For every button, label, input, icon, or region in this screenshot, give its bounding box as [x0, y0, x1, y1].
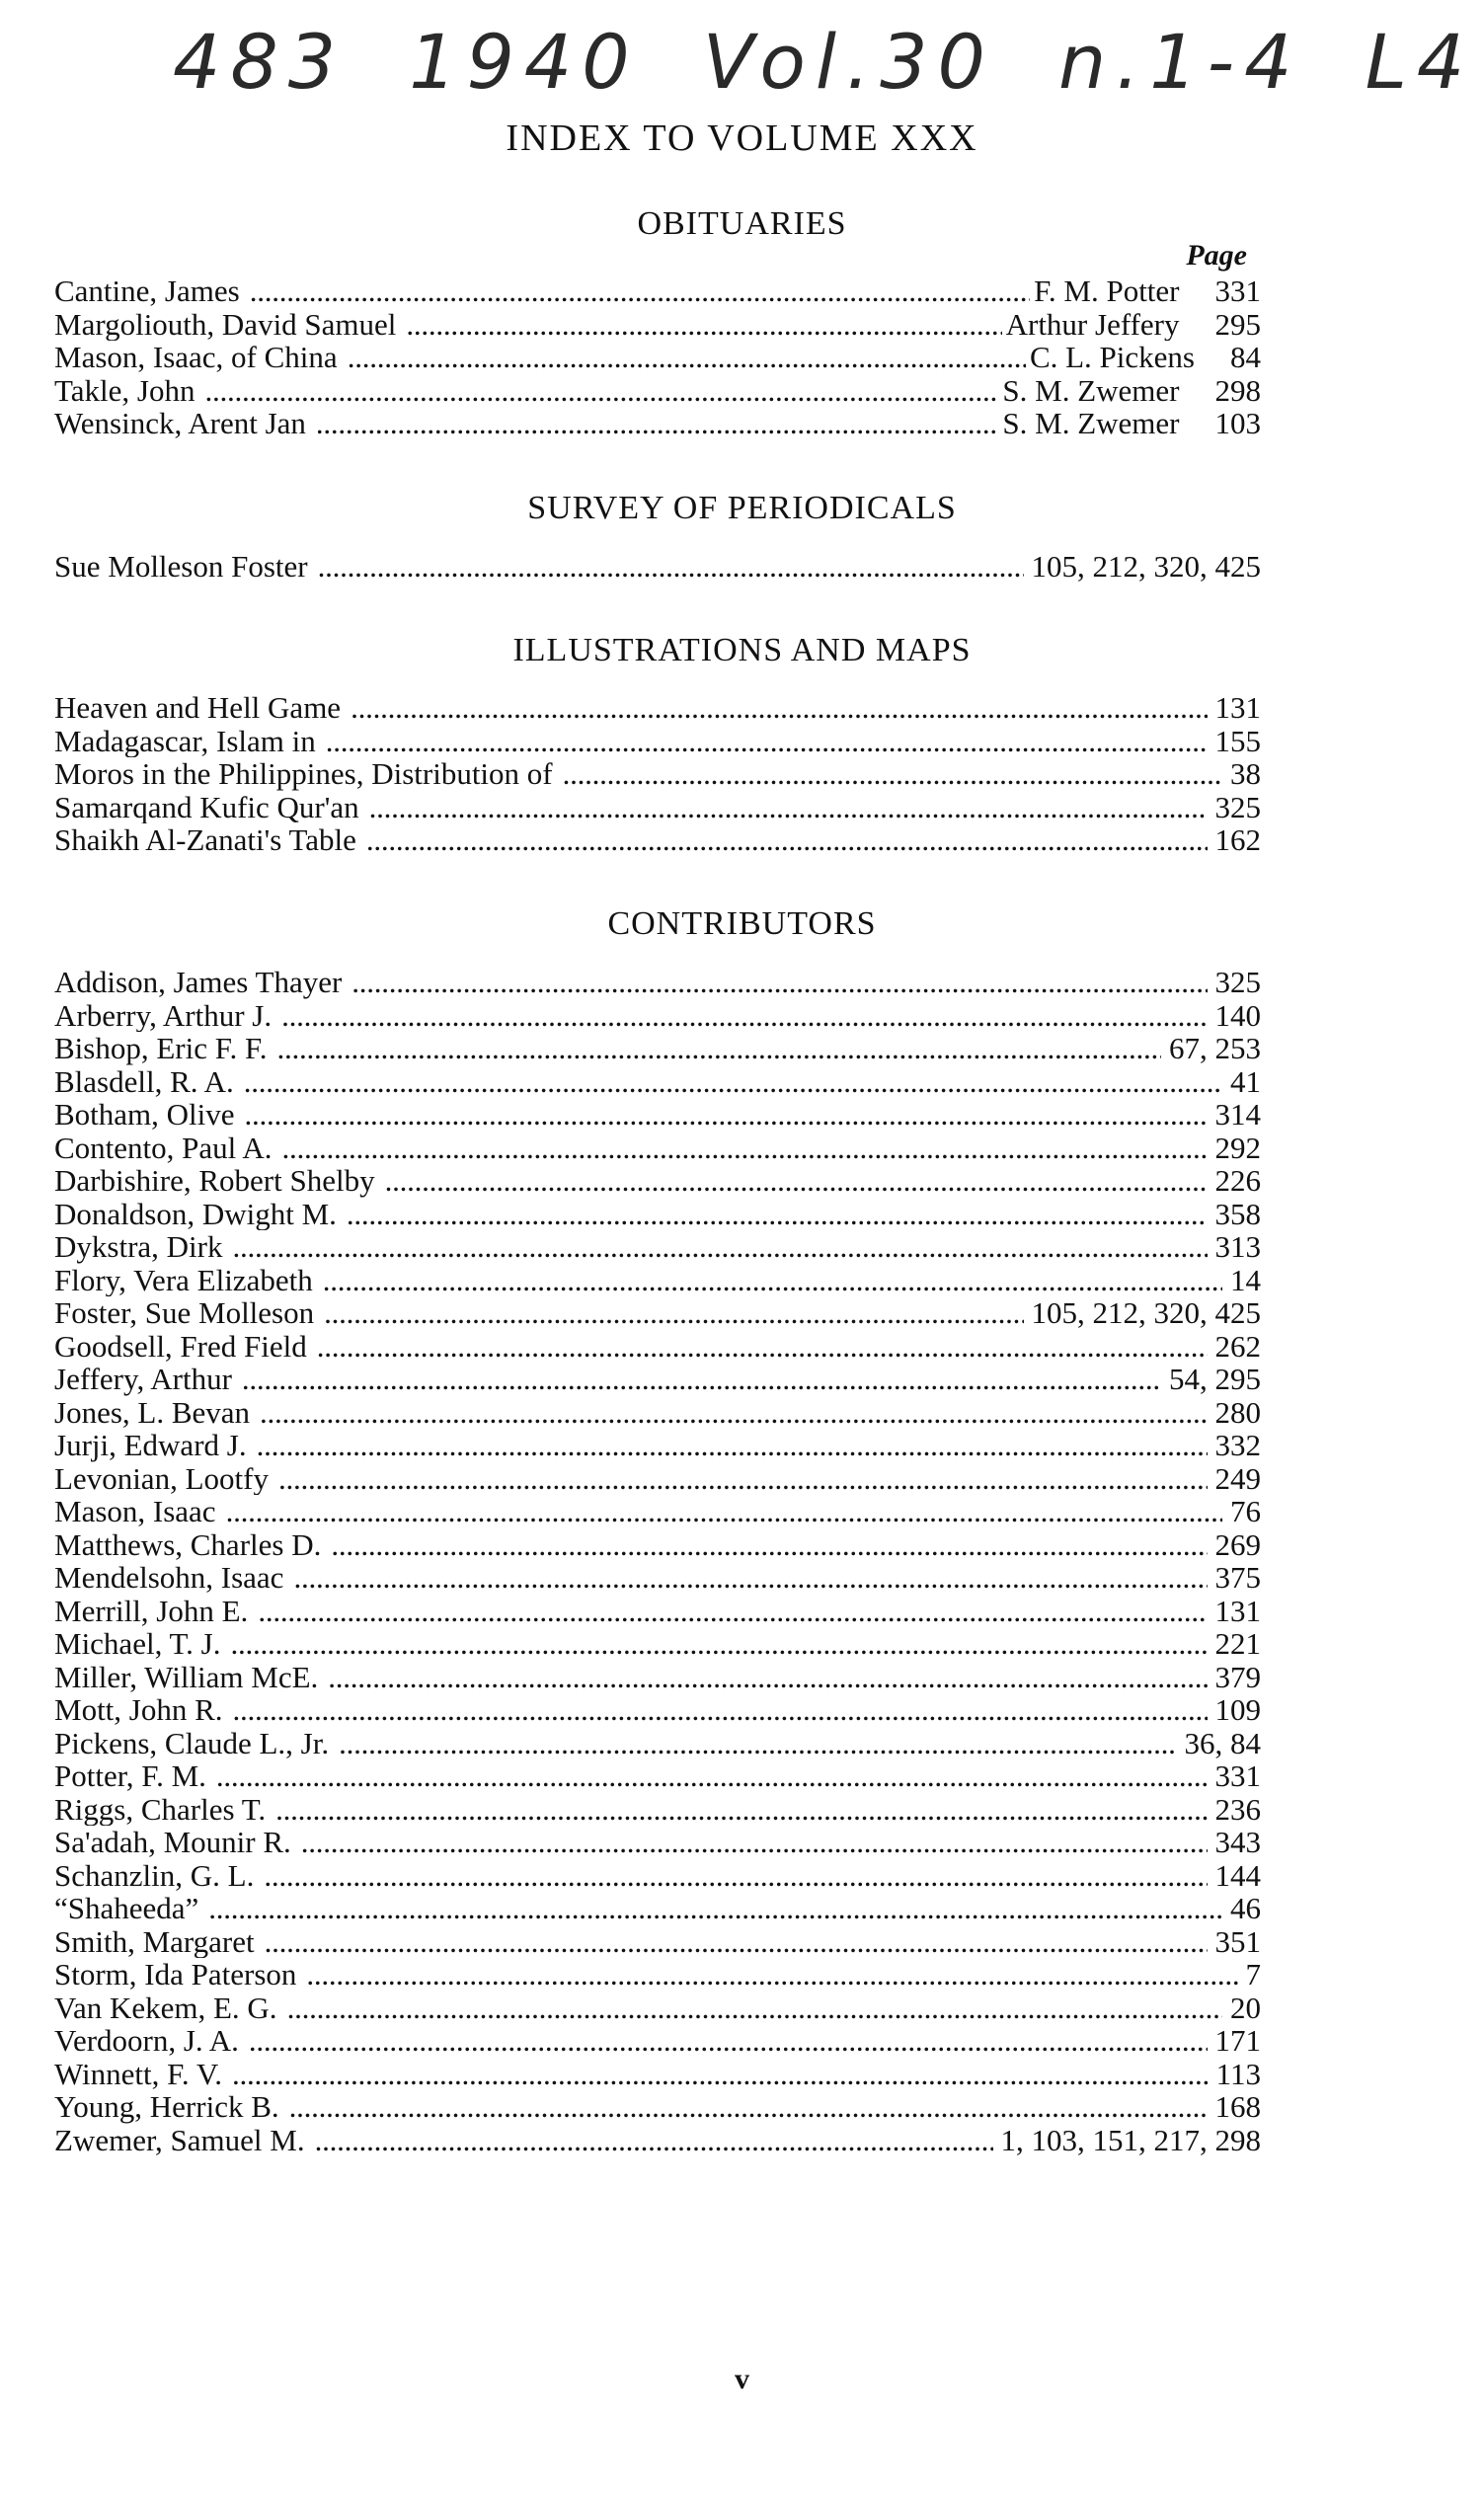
entry-pages: 109 — [1214, 1693, 1261, 1727]
index-entry — [54, 1561, 1261, 1595]
entry-pages: 1, 103, 151, 217, 298 — [1000, 2123, 1261, 2156]
entry-pages: 103 — [1214, 407, 1261, 440]
contributors-list — [54, 966, 1261, 2156]
index-entry — [54, 1627, 1261, 1661]
dot-leader — [277, 1032, 1161, 1065]
index-entry — [54, 1793, 1261, 1827]
dot-leader — [216, 1759, 1208, 1793]
dot-leader — [293, 1561, 1207, 1595]
entry-author: C. L. Pickens — [1029, 341, 1195, 374]
dot-leader — [264, 1859, 1207, 1893]
dot-leader — [563, 757, 1222, 791]
dot-leader — [260, 1396, 1207, 1430]
entry-pages: 105, 212, 320, 425 — [1031, 1296, 1261, 1330]
dot-leader — [275, 1793, 1207, 1827]
entry-name: Van Kekem, E. G. — [54, 1991, 277, 2024]
index-entry — [54, 823, 1261, 857]
dot-leader — [245, 1098, 1208, 1132]
index-entry — [54, 2124, 1261, 2157]
dot-leader — [208, 1892, 1222, 1925]
dot-leader — [318, 550, 1024, 584]
entry-name: Donaldson, Dwight M. — [54, 1197, 337, 1230]
index-entry — [54, 308, 1261, 342]
entry-pages: 236 — [1214, 1792, 1261, 1826]
entry-name: Blasdell, R. A. — [54, 1064, 234, 1098]
index-entry — [54, 1958, 1261, 1991]
entry-name: Contento, Paul A. — [54, 1131, 273, 1164]
entry-name: Verdoorn, J. A. — [54, 2024, 239, 2058]
entry-name: Arberry, Arthur J. — [54, 998, 273, 1032]
entry-name: Mason, Isaac, of China — [54, 341, 338, 374]
entry-pages: 7 — [1245, 1958, 1261, 1991]
entry-pages: 84 — [1230, 341, 1261, 374]
entry-pages: 140 — [1214, 998, 1261, 1032]
dot-leader — [315, 2124, 993, 2157]
entry-name: Takle, John — [54, 373, 195, 407]
illustrations-heading: ILLUSTRATIONS AND MAPS — [512, 632, 972, 668]
index-entry — [54, 1892, 1261, 1925]
obituaries-heading: OBITUARIES — [637, 205, 847, 242]
entry-pages: 343 — [1214, 1826, 1261, 1859]
entry-pages: 171 — [1214, 2024, 1261, 2058]
entry-pages: 36, 84 — [1184, 1726, 1261, 1759]
entry-pages: 375 — [1214, 1561, 1261, 1595]
entry-name: Goodsell, Fred Field — [54, 1329, 307, 1363]
dot-leader — [230, 1627, 1207, 1661]
entry-pages: 379 — [1214, 1660, 1261, 1693]
entry-name: Mason, Isaac — [54, 1495, 216, 1528]
entry-pages: 314 — [1214, 1098, 1261, 1132]
index-entry — [54, 1462, 1261, 1496]
entry-pages: 280 — [1214, 1395, 1261, 1429]
index-entry — [54, 1759, 1261, 1793]
dot-leader — [281, 999, 1207, 1033]
entry-name: Smith, Margaret — [54, 1924, 255, 1958]
entry-name: Botham, Olive — [54, 1098, 235, 1132]
index-entry — [54, 757, 1261, 791]
entry-pages: 155 — [1214, 724, 1261, 757]
contributors-heading: CONTRIBUTORS — [607, 905, 877, 942]
dot-leader — [328, 1661, 1207, 1694]
entry-name: Jones, L. Bevan — [54, 1395, 251, 1429]
entry-pages: 162 — [1214, 823, 1261, 857]
entry-pages: 351 — [1214, 1924, 1261, 1958]
dot-leader — [244, 1065, 1222, 1099]
dot-leader — [331, 1528, 1207, 1562]
entry-pages: 41 — [1230, 1064, 1261, 1098]
entry-pages: 38 — [1230, 757, 1261, 791]
dot-leader — [232, 1230, 1207, 1264]
entry-pages: 358 — [1214, 1197, 1261, 1230]
entry-name: Levonian, Lootfy — [54, 1461, 269, 1495]
page-number: v — [735, 2363, 749, 2395]
entry-pages: 54, 295 — [1169, 1363, 1261, 1396]
index-entry — [54, 1164, 1261, 1198]
dot-leader — [233, 1693, 1208, 1727]
dot-leader — [324, 1296, 1023, 1330]
entry-pages: 67, 253 — [1169, 1032, 1261, 1065]
entry-name: Madagascar, Islam in — [54, 724, 316, 757]
entry-pages: 325 — [1214, 790, 1261, 823]
index-entry — [54, 1826, 1261, 1859]
entry-name: Sue Molleson Foster — [54, 550, 308, 584]
entry-pages: 249 — [1214, 1461, 1261, 1495]
dot-leader — [249, 2024, 1208, 2058]
index-entry — [54, 1132, 1261, 1165]
index-entry — [54, 1528, 1261, 1562]
entry-pages: 292 — [1214, 1131, 1261, 1164]
dot-leader — [301, 1826, 1208, 1859]
dot-leader — [317, 1330, 1208, 1364]
entry-name: Shaikh Al-Zanati's Table — [54, 823, 356, 857]
entry-name: Schanzlin, G. L. — [54, 1858, 255, 1892]
index-entry — [54, 274, 1261, 308]
entry-author: S. M. Zwemer — [1002, 373, 1180, 407]
page-title: INDEX TO VOLUME XXX — [506, 117, 978, 159]
entry-pages: 105, 212, 320, 425 — [1031, 550, 1261, 584]
entry-pages: 313 — [1214, 1230, 1261, 1264]
index-entry — [54, 374, 1261, 408]
obituaries-list — [54, 274, 1261, 440]
dot-leader — [339, 1727, 1176, 1760]
entry-name: Cantine, James — [54, 274, 240, 308]
index-entry — [54, 1429, 1261, 1462]
entry-name: Jurji, Edward J. — [54, 1429, 247, 1462]
entry-author: S. M. Zwemer — [1002, 407, 1180, 440]
index-entry — [54, 999, 1261, 1033]
entry-name: Merrill, John E. — [54, 1594, 249, 1627]
dot-leader — [289, 2090, 1208, 2124]
entry-name: Sa'adah, Mounir R. — [54, 1826, 291, 1859]
index-entry — [54, 2024, 1261, 2058]
dot-leader — [278, 1462, 1208, 1496]
entry-pages: 325 — [1214, 966, 1261, 999]
dot-leader — [351, 691, 1207, 725]
entry-name: Storm, Ida Paterson — [54, 1958, 297, 1991]
dot-leader — [257, 1429, 1208, 1462]
index-entry — [54, 1859, 1261, 1893]
entry-name: Potter, F. M. — [54, 1759, 206, 1793]
dot-leader — [265, 1925, 1208, 1959]
dot-leader — [232, 2058, 1209, 2091]
index-entry — [54, 791, 1261, 824]
index-entry — [54, 1032, 1261, 1065]
index-entry — [54, 1693, 1261, 1727]
entry-pages: 113 — [1215, 2057, 1261, 2090]
entry-pages: 20 — [1230, 1991, 1261, 2024]
entry-pages: 76 — [1230, 1495, 1261, 1528]
index-entry — [54, 1065, 1261, 1099]
entry-name: Flory, Vera Elizabeth — [54, 1263, 313, 1296]
entry-name: Riggs, Charles T. — [54, 1792, 267, 1826]
entry-pages: 131 — [1214, 691, 1261, 725]
entry-name: Darbishire, Robert Shelby — [54, 1164, 375, 1198]
entry-name: Mott, John R. — [54, 1693, 223, 1727]
entry-name: Addison, James Thayer — [54, 966, 343, 999]
dot-leader — [406, 308, 1001, 342]
index-entry — [54, 341, 1261, 374]
dot-leader — [369, 791, 1208, 824]
dot-leader — [204, 374, 998, 408]
index-entry — [54, 550, 1261, 584]
dot-leader — [242, 1363, 1161, 1396]
index-entry — [54, 2090, 1261, 2124]
dot-leader — [348, 341, 1026, 374]
entry-pages: 131 — [1214, 1594, 1261, 1627]
index-entry — [54, 2058, 1261, 2091]
index-entry — [54, 1363, 1261, 1396]
dot-leader — [281, 1132, 1207, 1165]
entry-pages: 14 — [1230, 1263, 1261, 1296]
index-entry — [54, 1330, 1261, 1364]
entry-pages: 226 — [1214, 1164, 1261, 1198]
page-column-heading: Page — [1186, 239, 1247, 272]
entry-name: Heaven and Hell Game — [54, 691, 342, 725]
index-entry — [54, 1991, 1261, 2025]
index-entry — [54, 1296, 1261, 1330]
dot-leader — [226, 1495, 1222, 1528]
illustrations-list — [54, 691, 1261, 857]
index-entry — [54, 1396, 1261, 1430]
entry-name: Pickens, Claude L., Jr. — [54, 1726, 330, 1759]
dot-leader — [287, 1991, 1222, 2025]
entry-name: Wensinck, Arent Jan — [54, 407, 306, 440]
index-entry — [54, 1198, 1261, 1231]
entry-name: Dykstra, Dirk — [54, 1230, 223, 1264]
index-entry — [54, 1925, 1261, 1959]
handwritten-call-number: 483 1940 Vol.30 n.1-4 L4 — [173, 18, 1475, 106]
entry-name: Jeffery, Arthur — [54, 1363, 232, 1396]
entry-pages: 331 — [1214, 274, 1261, 308]
dot-leader — [316, 407, 998, 440]
entry-pages: 331 — [1214, 1759, 1261, 1793]
entry-pages: 144 — [1214, 1858, 1261, 1892]
survey-heading: SURVEY OF PERIODICALS — [527, 490, 957, 526]
index-entry — [54, 1230, 1261, 1264]
index-entry — [54, 1727, 1261, 1760]
entry-pages: 269 — [1214, 1527, 1261, 1561]
entry-pages: 295 — [1214, 307, 1261, 341]
entry-name: Miller, William McE. — [54, 1660, 319, 1693]
entry-pages: 221 — [1214, 1627, 1261, 1661]
index-entry — [54, 966, 1261, 999]
entry-author: Arthur Jeffery — [1005, 307, 1180, 341]
survey-list — [54, 550, 1261, 584]
entry-name: Matthews, Charles D. — [54, 1527, 322, 1561]
entry-name: Winnett, F. V. — [54, 2057, 222, 2090]
dot-leader — [258, 1595, 1207, 1628]
index-entry — [54, 1595, 1261, 1628]
entry-name: Bishop, Eric F. F. — [54, 1032, 268, 1065]
dot-leader — [306, 1958, 1237, 1991]
entry-pages: 46 — [1230, 1892, 1261, 1925]
index-entry — [54, 1098, 1261, 1132]
entry-pages: 332 — [1214, 1429, 1261, 1462]
index-entry — [54, 407, 1261, 440]
dot-leader — [351, 966, 1207, 999]
entry-name: Mendelsohn, Isaac — [54, 1561, 284, 1595]
entry-pages: 262 — [1214, 1329, 1261, 1363]
index-entry — [54, 1495, 1261, 1528]
entry-name: Margoliouth, David Samuel — [54, 307, 397, 341]
entry-name: Young, Herrick B. — [54, 2090, 279, 2124]
entry-author: F. M. Potter — [1034, 274, 1180, 308]
entry-name: Foster, Sue Molleson — [54, 1296, 315, 1330]
dot-leader — [326, 725, 1208, 758]
index-entry — [54, 691, 1261, 725]
entry-pages: 298 — [1214, 373, 1261, 407]
index-entry — [54, 725, 1261, 758]
entry-name: Moros in the Philippines, Distribution of — [54, 757, 553, 791]
dot-leader — [323, 1264, 1222, 1297]
entry-pages: 168 — [1214, 2090, 1261, 2124]
index-entry — [54, 1661, 1261, 1694]
entry-name: Zwemer, Samuel M. — [54, 2123, 305, 2156]
entry-name: Michael, T. J. — [54, 1627, 221, 1661]
dot-leader — [366, 823, 1208, 857]
dot-leader — [385, 1164, 1208, 1198]
entry-name: “Shaheeda” — [54, 1892, 199, 1925]
index-entry — [54, 1264, 1261, 1297]
dot-leader — [250, 274, 1030, 308]
dot-leader — [347, 1198, 1208, 1231]
entry-name: Samarqand Kufic Qur'an — [54, 790, 359, 823]
